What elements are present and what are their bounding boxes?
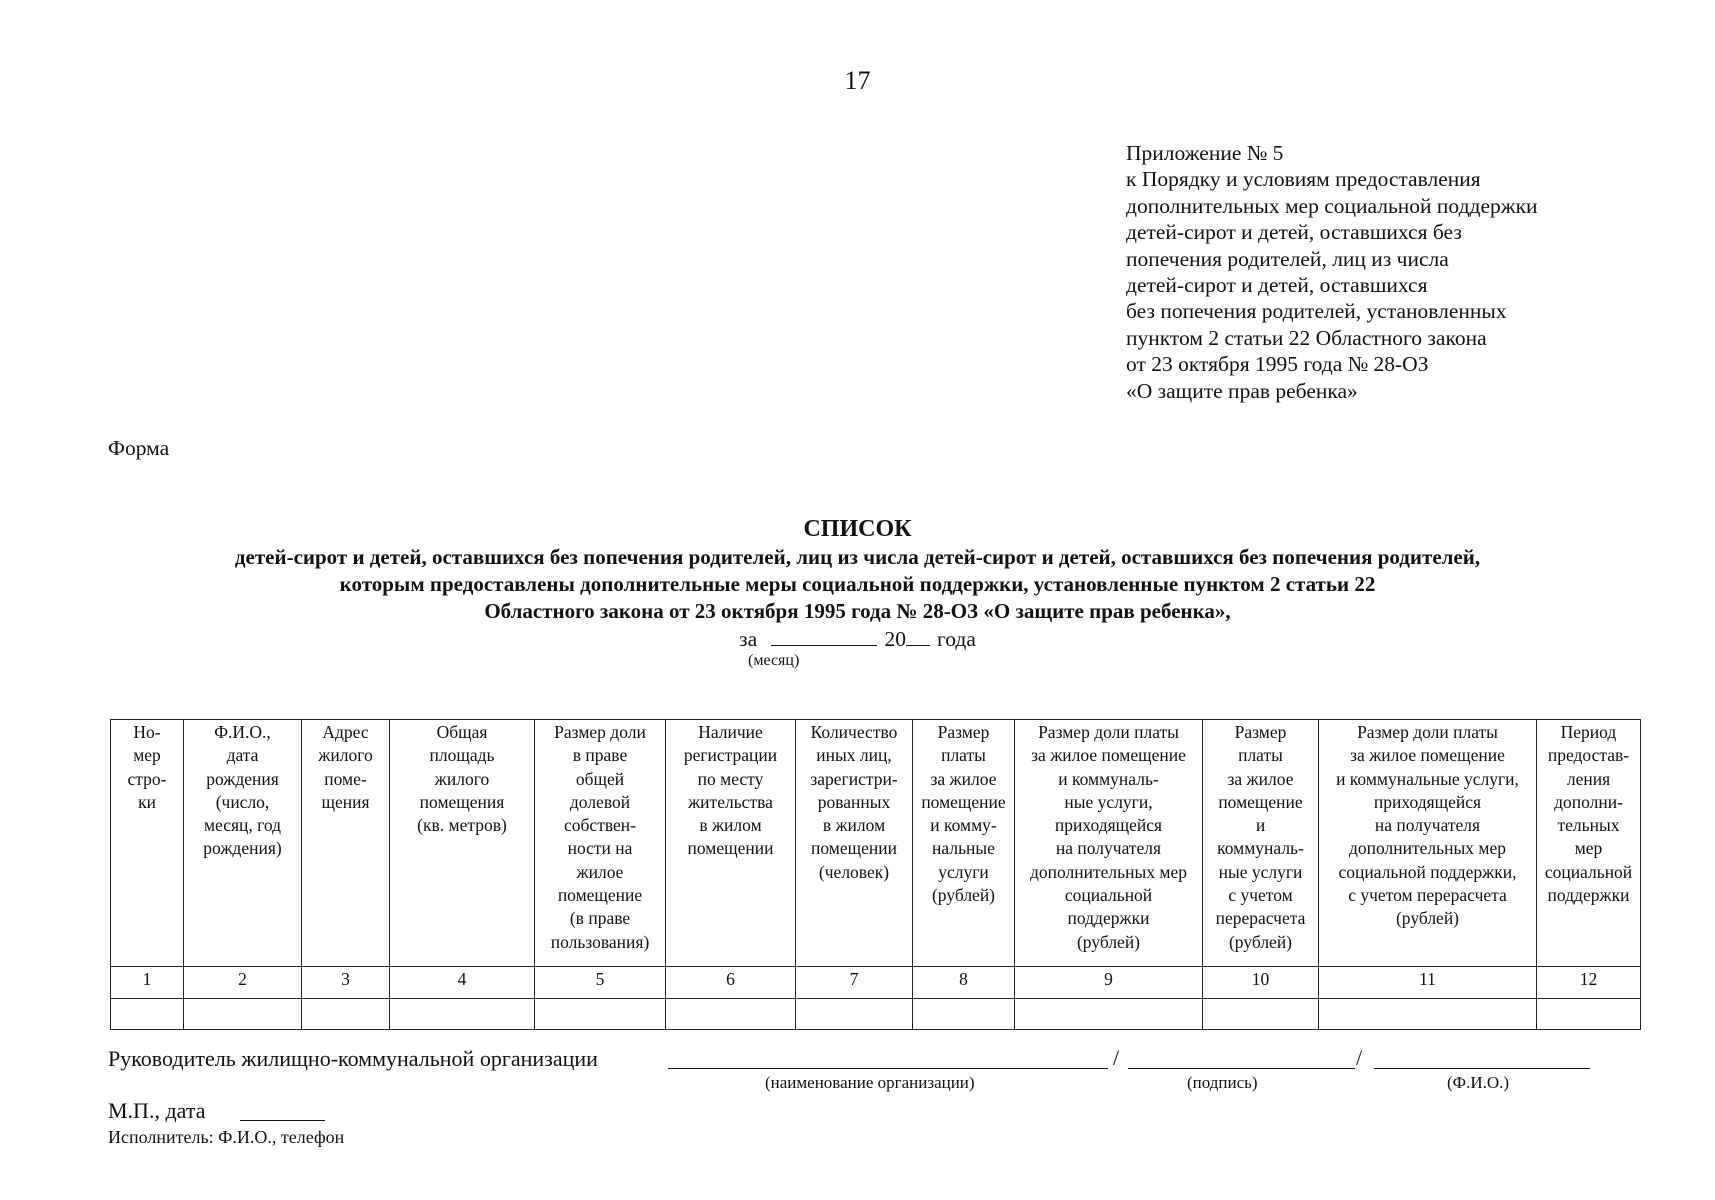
stamp-date-label: М.П., дата [108, 1098, 206, 1123]
appendix-line: от 23 октября 1995 года № 28-ОЗ [1126, 352, 1429, 377]
column-header: Количество иных лиц, зарегистри- рованных в жилом помещении (человек) [796, 720, 913, 967]
registry-table [110, 719, 1641, 1030]
column-number: 8 [913, 967, 1015, 999]
table-cell[interactable] [666, 999, 796, 1030]
column-header: Размер доли платы за жилое помещение и коммуналь- ные услуги, приходящейся на получателя дополнительных мер социальной поддержки (рублей) [1015, 720, 1203, 967]
column-number: 9 [1015, 967, 1203, 999]
column-header: Размер доли в праве общей долевой собствен- ности на жилое помещение (в праве пользования) [535, 720, 666, 967]
title-line: которым предоставлены дополнительные меры социальной поддержки, установленные пунктом 2 статьи 22 [339, 572, 1376, 596]
organization-name-blank[interactable] [668, 1068, 1108, 1069]
table-cell[interactable] [1319, 999, 1537, 1030]
date-blank[interactable] [240, 1120, 325, 1121]
table-cell[interactable] [1537, 999, 1641, 1030]
table-cell[interactable] [1015, 999, 1203, 1030]
month-blank[interactable] [771, 627, 877, 646]
title-line: детей-сирот и детей, оставшихся без попечения родителей, лиц из числа детей-сирот и детей, оставшихся без попечения родителей, [234, 545, 1481, 569]
table-cell[interactable] [535, 999, 666, 1030]
caption-full-name: (Ф.И.О.) [1447, 1073, 1510, 1092]
period-suffix: года [937, 627, 976, 651]
period-year-prefix: 20 [884, 627, 906, 651]
column-header: Но- мер стро- ки [111, 720, 184, 967]
appendix-line: дополнительных мер социальной поддержки [1126, 193, 1538, 218]
caption-organization: (наименование организации) [765, 1073, 975, 1092]
column-number: 10 [1203, 967, 1319, 999]
column-header: Размер платы за жилое помещение и коммуналь- ные услуги с учетом перерасчета (рублей) [1203, 720, 1319, 967]
separator: / [1113, 1045, 1120, 1070]
column-number-row [111, 967, 1641, 999]
executor-label: Исполнитель: Ф.И.О., телефон [108, 1127, 345, 1147]
separator: / [1356, 1045, 1363, 1070]
table-cell[interactable] [913, 999, 1015, 1030]
column-number: 11 [1319, 967, 1537, 999]
column-header: Размер доли платы за жилое помещение и коммунальные услуги, приходящейся на получателя дополнительных мер социальной поддержки, с учетом перерасчета (рублей) [1319, 720, 1537, 967]
title-main: СПИСОК [803, 516, 912, 542]
full-name-blank[interactable] [1374, 1068, 1590, 1069]
column-number: 1 [111, 967, 184, 999]
appendix-line: без попечения родителей, установленных [1126, 299, 1507, 324]
column-number: 5 [535, 967, 666, 999]
month-caption: (месяц) [748, 652, 800, 669]
column-number: 12 [1537, 967, 1641, 999]
table-cell[interactable] [1203, 999, 1319, 1030]
appendix-line: «О защите прав ребенка» [1126, 378, 1358, 403]
column-header: Наличие регистрации по месту жительства в жилом помещении [666, 720, 796, 967]
page-number: 17 [844, 66, 871, 95]
header-row [111, 720, 1641, 967]
signature-blank[interactable] [1128, 1068, 1355, 1069]
column-number: 2 [184, 967, 302, 999]
table-cell[interactable] [111, 999, 184, 1030]
column-number: 4 [390, 967, 535, 999]
column-header: Период предостав- ления дополни- тельных мер социальной поддержки [1537, 720, 1641, 967]
column-number: 3 [302, 967, 390, 999]
appendix-reference [1126, 140, 1538, 404]
appendix-line: детей-сирот и детей, оставшихся [1126, 273, 1428, 298]
column-number: 7 [796, 967, 913, 999]
column-header: Общая площадь жилого помещения (кв. метров) [390, 720, 535, 967]
column-header: Адрес жилого поме- щения [302, 720, 390, 967]
form-label: Форма [108, 436, 170, 460]
title-line: Областного закона от 23 октября 1995 года № 28-ОЗ «О защите прав ребенка», [484, 599, 1231, 623]
table-cell[interactable] [184, 999, 302, 1030]
caption-signature: (подпись) [1187, 1073, 1258, 1092]
document-title [0, 514, 1715, 653]
appendix-line: Приложение № 5 [1126, 141, 1284, 165]
signature-label: Руководитель жилищно-коммунальной организации [108, 1046, 598, 1071]
table-cell[interactable] [390, 999, 535, 1030]
year-blank[interactable] [906, 627, 930, 646]
appendix-line: пунктом 2 статьи 22 Областного закона [1126, 325, 1487, 350]
table-cell[interactable] [302, 999, 390, 1030]
appendix-line: детей-сирот и детей, оставшихся без [1126, 220, 1462, 245]
table-row [111, 999, 1641, 1030]
appendix-line: к Порядку и условиям предоставления [1126, 167, 1481, 192]
column-header: Ф.И.О., дата рождения (число, месяц, год рождения) [184, 720, 302, 967]
table-cell[interactable] [796, 999, 913, 1030]
period-prefix: за [739, 627, 758, 651]
column-number: 6 [666, 967, 796, 999]
column-header: Размер платы за жилое помещение и комму- нальные услуги (рублей) [913, 720, 1015, 967]
period-line [0, 626, 1715, 653]
appendix-line: попечения родителей, лиц из числа [1126, 246, 1449, 271]
